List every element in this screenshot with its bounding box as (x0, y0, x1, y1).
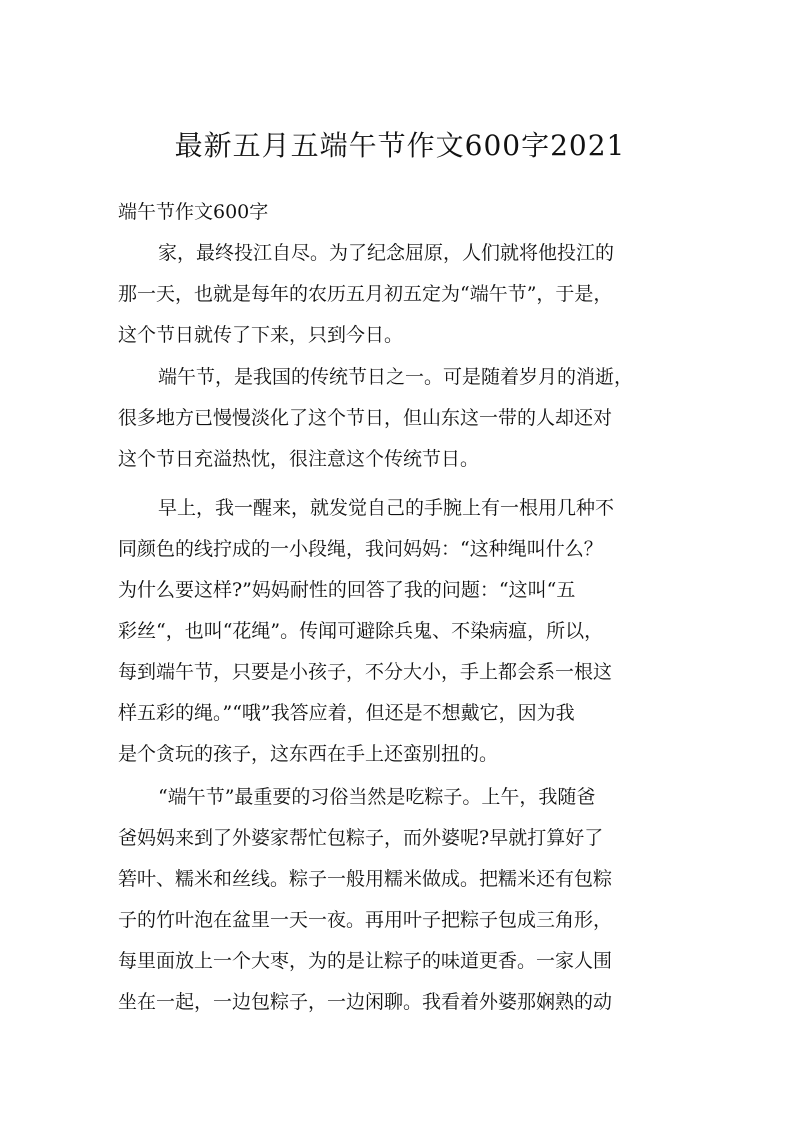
paragraph-4 (118, 777, 688, 1023)
paragraph-line: 这个节日就传了下来，只到今日。 (118, 324, 404, 346)
paragraph-line: 坐在一起，一边包粽子，一边闲聊。我看着外婆那娴熟的动 (118, 991, 613, 1013)
paragraph-1 (118, 233, 688, 356)
paragraph-line: 为什么要这样?”妈妈耐性的回答了我的问题：“这叫“五 (118, 579, 576, 601)
paragraph-line: 彩丝“，也叫“花绳”。传闻可避除兵鬼、不染病瘟，所以， (118, 620, 604, 642)
paragraph-line: 家，最终投江自尽。为了纪念屈原，人们就将他投江的 (158, 242, 615, 264)
paragraph-line: 每里面放上一个大枣，为的是让粽子的味道更香。一家人围 (118, 950, 613, 972)
paragraph-line: “端午节”最重要的习俗当然是吃粽子。上午，我随爸 (158, 786, 596, 808)
paragraph-line: 箬叶、糯米和丝线。粽子一般用糯米做成。把糯米还有包粽 (118, 868, 613, 890)
paragraph-line: 是个贪玩的孩子，这东西在手上还蛮别扭的。 (118, 743, 499, 765)
paragraph-line: 样五彩的绳。”“哦”我答应着，但还是不想戴它，因为我 (118, 702, 575, 724)
paragraph-line: 那一天，也就是每年的农历五月初五定为“端午节”，于是， (118, 283, 613, 305)
paragraph-line: 同颜色的线拧成的一小段绳，我问妈妈：“这种绳叫什么？ (118, 538, 603, 560)
paragraph-3 (118, 488, 688, 775)
paragraph-line: 这个节日充溢热忱，很注意这个传统节日。 (118, 448, 480, 470)
paragraph-line: 爸妈妈来到了外婆家帮忙包粽子，而外婆呢?早就打算好了 (118, 827, 604, 849)
paragraph-line: 子的竹叶泡在盆里一天一夜。再用叶子把粽子包成三角形， (118, 909, 613, 931)
document-subtitle: 端午节作文600字 (118, 201, 269, 223)
paragraph-line: 早上，我一醒来，就发觉自己的手腕上有一根用几种不 (158, 497, 615, 519)
document-title: 最新五月五端午节作文600字2021 (174, 129, 626, 162)
paragraph-2 (118, 357, 688, 480)
paragraph-line: 每到端午节，只要是小孩子，不分大小，手上都会系一根这 (118, 661, 613, 683)
paragraph-line: 端午节，是我国的传统节日之一。可是随着岁月的消逝， (158, 366, 634, 388)
paragraph-line: 很多地方已慢慢淡化了这个节日，但山东这一带的人却还对 (118, 407, 613, 429)
